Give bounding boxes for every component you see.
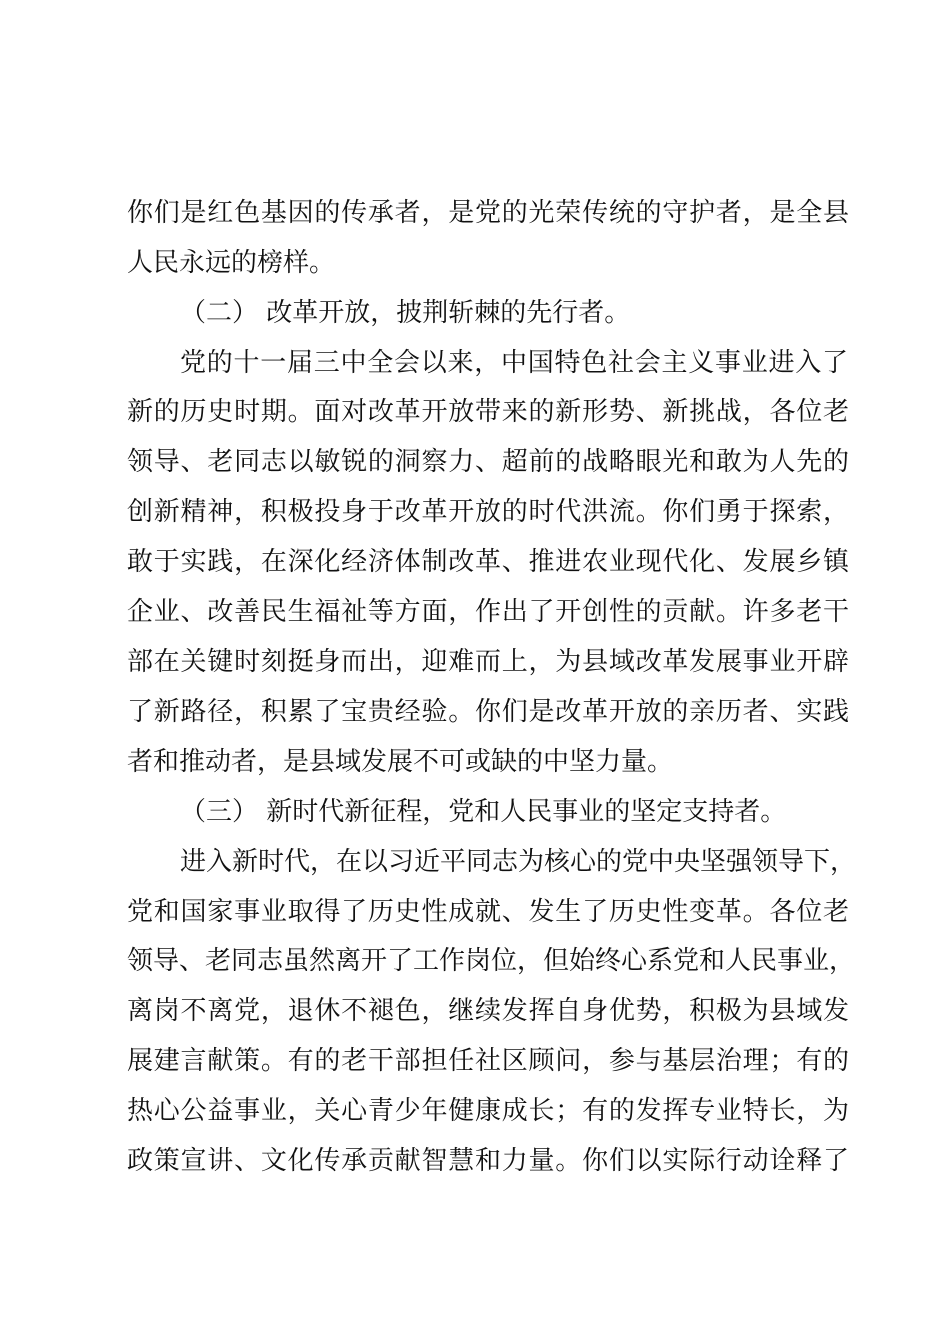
text-line: 企业、改善民生福祉等方面，作出了开创性的贡献。许多老干 <box>127 597 849 627</box>
text-line: 人民永远的榜样。 <box>127 248 336 278</box>
text-line: 领导、老同志虽然离开了工作岗位，但始终心系党和人民事业， <box>127 946 856 976</box>
text-line: 你们是红色基因的传承者，是党的光荣传统的守护者，是全县 <box>127 198 849 228</box>
text-line: 党和国家事业取得了历史性成就、发生了历史性变革。各位老 <box>127 897 849 927</box>
text-line: 部在关键时刻挺身而出，迎难而上，为县域改革发展事业开辟 <box>127 647 849 677</box>
text-line: 者和推动者，是县域发展不可或缺的中坚力量。 <box>127 747 674 777</box>
section-heading: （三） 新时代新征程，党和人民事业的坚定支持者。 <box>180 797 787 827</box>
text-line: 了新路径，积累了宝贵经验。你们是改革开放的亲历者、实践 <box>127 697 849 727</box>
text-line: 领导、老同志以敏锐的洞察力、超前的战略眼光和敢为人先的 <box>127 447 849 477</box>
text-line: 离岗不离党，退休不褪色，继续发挥自身优势，积极为县域发 <box>127 996 849 1026</box>
text-line: 创新精神，积极投身于改革开放的时代洪流。你们勇于探索， <box>127 497 849 527</box>
paragraph-first-line: 进入新时代，在以习近平同志为核心的党中央坚强领导下， <box>180 847 857 877</box>
text-line: 政策宣讲、文化传承贡献智慧和力量。你们以实际行动诠释了 <box>127 1146 849 1176</box>
paragraph-first-line: 党的十一届三中全会以来，中国特色社会主义事业进入了 <box>180 348 848 378</box>
section-heading: （二） 改革开放，披荆斩棘的先行者。 <box>180 298 631 328</box>
text-line: 新的历史时期。面对改革开放带来的新形势、新挑战，各位老 <box>127 397 849 427</box>
text-line: 展建言献策。有的老干部担任社区顾问，参与基层治理；有的 <box>127 1046 849 1076</box>
text-line: 热心公益事业，关心青少年健康成长；有的发挥专业特长，为 <box>127 1096 849 1126</box>
text-line: 敢于实践，在深化经济体制改革、推进农业现代化、发展乡镇 <box>127 547 849 577</box>
